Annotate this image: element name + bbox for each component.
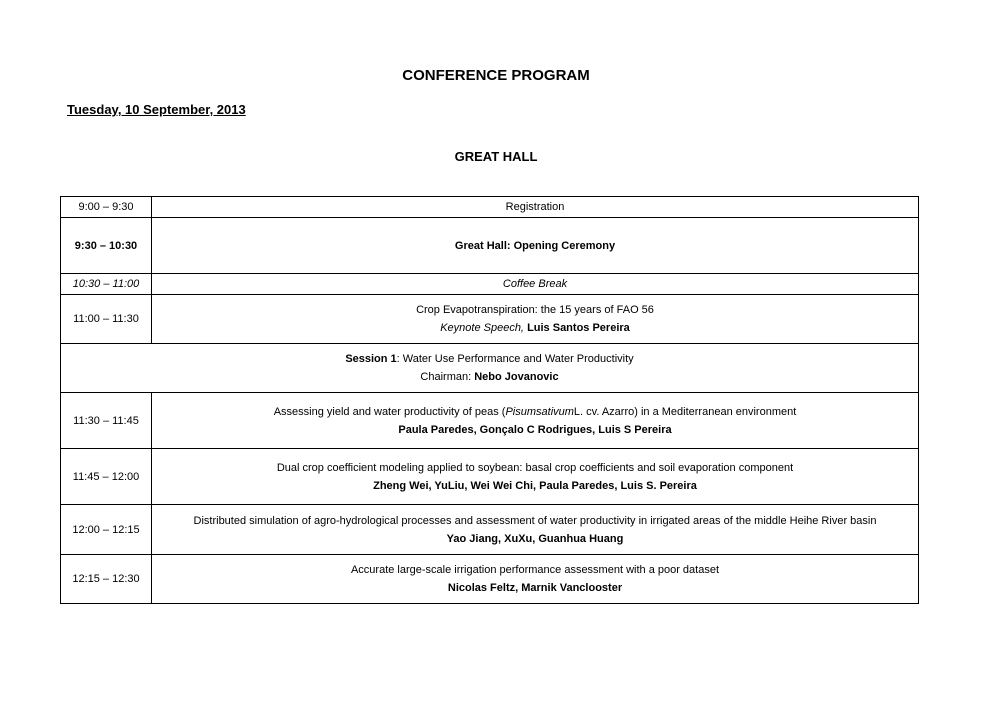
talk-title: Dual crop coefficient modeling applied to soybean: basal crop coefficients and soil evaporation component — [276, 461, 794, 474]
time-cell: 11:45 – 12:00 — [61, 449, 152, 505]
event-cell: Coffee Break — [152, 274, 919, 295]
session-name: : Water Use Performance and Water Productivity — [396, 353, 634, 365]
table-row — [61, 555, 919, 604]
table-row — [61, 393, 919, 449]
table-row — [61, 274, 919, 295]
chairman-name: Nebo Jovanovic — [474, 371, 559, 383]
keynote-note: Keynote Speech, — [440, 322, 524, 334]
time-cell: 9:30 – 10:30 — [61, 218, 152, 274]
page-title: CONFERENCE PROGRAM — [402, 67, 590, 84]
talk-title — [156, 406, 914, 418]
table-row — [61, 197, 919, 218]
talk-title: Distributed simulation of agro-hydrological processes and assessment of water productivity in irrigated areas of the middle Heihe River basin — [193, 514, 877, 527]
table-row — [61, 505, 919, 555]
time-cell: 9:00 – 9:30 — [61, 197, 152, 218]
talk-cell — [152, 555, 919, 604]
time-cell: 11:00 – 11:30 — [61, 295, 152, 344]
session-row — [61, 344, 919, 393]
session-cell — [61, 344, 919, 393]
talk-cell — [152, 505, 919, 555]
session-title — [65, 353, 914, 365]
table-row — [61, 449, 919, 505]
program-date: Tuesday, 10 September, 2013 — [67, 102, 246, 117]
talk-authors: Yao Jiang, XuXu, Guanhua Huang — [446, 532, 624, 545]
talk-title-post: L. cv. Azarro) in a Mediterranean environment — [573, 405, 797, 418]
talk-title: Crop Evapotranspiration: the 15 years of FAO 56 — [416, 304, 654, 316]
talk-cell — [152, 449, 919, 505]
event-cell — [152, 295, 919, 344]
time-cell: 12:15 – 12:30 — [61, 555, 152, 604]
talk-authors: Paula Paredes, Gonçalo C Rodrigues, Luis S Pereira — [398, 423, 672, 436]
talk-cell — [152, 393, 919, 449]
talk-authors: Nicolas Feltz, Marnik Vanclooster — [447, 582, 623, 594]
table-row — [61, 295, 919, 344]
time-cell: 11:30 – 11:45 — [61, 393, 152, 449]
event-cell: Great Hall: Opening Ceremony — [152, 218, 919, 274]
chairman-line — [65, 371, 914, 383]
program-table — [60, 196, 919, 604]
table-row — [61, 218, 919, 274]
keynote-speaker: Luis Santos Pereira — [527, 322, 630, 334]
hall-heading: GREAT HALL — [454, 149, 538, 164]
session-label: Session 1 — [345, 353, 397, 365]
time-cell: 10:30 – 11:00 — [61, 274, 152, 295]
event-cell: Registration — [152, 197, 919, 218]
talk-title: Accurate large-scale irrigation performance assessment with a poor dataset — [350, 564, 720, 576]
talk-title-italic: Pisumsativum — [505, 405, 574, 418]
talk-authors: Zheng Wei, YuLiu, Wei Wei Chi, Paula Paredes, Luis S. Pereira — [373, 479, 697, 492]
chairman-label: Chairman: — [420, 371, 475, 383]
time-cell: 12:00 – 12:15 — [61, 505, 152, 555]
keynote-line — [156, 322, 914, 334]
talk-title-pre: Assessing yield and water productivity of peas ( — [273, 405, 506, 418]
